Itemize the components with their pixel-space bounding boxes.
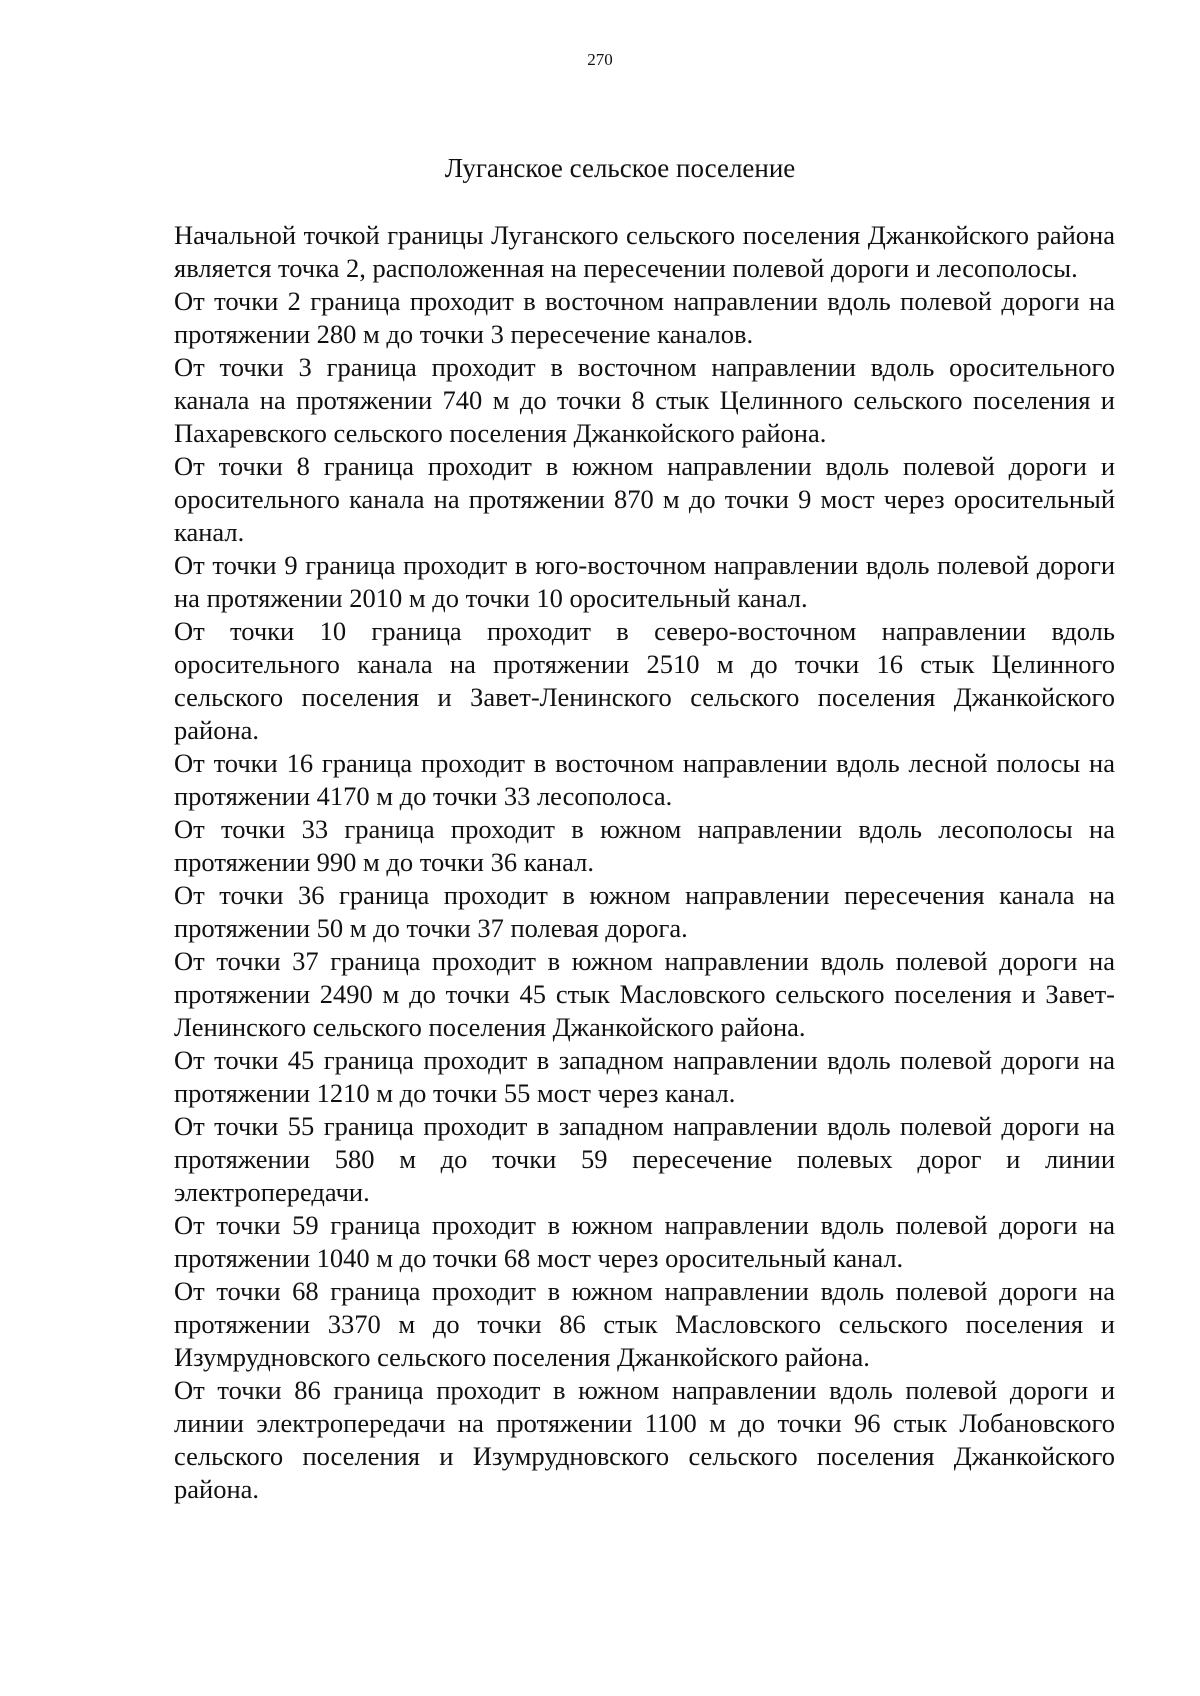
paragraph-6: От точки 10 граница проходит в северо-восточном направлении вдоль оросительного канала на протяжении 2510 м до точки 16 стык Целинного сельского поселения и Завет-Ленинского сельского поселения Джанкойского района. bbox=[174, 616, 1115, 745]
paragraph-7: От точки 16 граница проходит в восточном направлении вдоль лесной полосы на протяжении 4170 м до точки 33 лесополоса. bbox=[174, 748, 1115, 811]
paragraph-10: От точки 37 граница проходит в южном направлении вдоль полевой дороги на протяжении 2490 м до точки 45 стык Масловского сельского поселения и Завет-Ленинского сельского поселения Джанкойского района. bbox=[174, 946, 1115, 1042]
paragraph-15: От точки 86 граница проходит в южном направлении вдоль полевой дороги и линии электропередачи на протяжении 1100 м до точки 96 стык Лобановского сельского поселения и Изумрудновского сельского поселения Джанкойского района. bbox=[174, 1375, 1115, 1504]
page-number: 270 bbox=[587, 50, 613, 69]
paragraph-12: От точки 55 граница проходит в западном направлении вдоль полевой дороги на протяжении 580 м до точки 59 пересечение полевых дорог и линии электропередачи. bbox=[174, 1111, 1115, 1207]
paragraph-1: Начальной точкой границы Луганского сельского поселения Джанкойского района является точка 2, расположенная на пересечении полевой дороги и лесополосы. bbox=[174, 220, 1115, 283]
paragraph-14: От точки 68 граница проходит в южном направлении вдоль полевой дороги на протяжении 3370 м до точки 86 стык Масловского сельского поселения и Изумрудновского сельского поселения Джанкойского района. bbox=[174, 1276, 1115, 1372]
page-title: Луганское сельское поселение bbox=[444, 153, 796, 183]
paragraph-2: От точки 2 граница проходит в восточном направлении вдоль полевой дороги на протяжении 280 м до точки 3 пересечение каналов. bbox=[174, 286, 1115, 349]
document-body bbox=[174, 219, 1115, 1506]
paragraph-5: От точки 9 граница проходит в юго-восточном направлении вдоль полевой дороги на протяжении 2010 м до точки 10 оросительный канал. bbox=[174, 550, 1115, 613]
paragraph-8: От точки 33 граница проходит в южном направлении вдоль лесополосы на протяжении 990 м до точки 36 канал. bbox=[174, 814, 1115, 877]
paragraph-3: От точки 3 граница проходит в восточном направлении вдоль оросительного канала на протяжении 740 м до точки 8 стык Целинного сельского поселения и Пахаревского сельского поселения Джанкойского района. bbox=[174, 352, 1115, 448]
paragraph-13: От точки 59 граница проходит в южном направлении вдоль полевой дороги на протяжении 1040 м до точки 68 мост через оросительный канал. bbox=[174, 1210, 1115, 1273]
paragraph-9: От точки 36 граница проходит в южном направлении пересечения канала на протяжении 50 м до точки 37 полевая дорога. bbox=[174, 880, 1115, 943]
paragraph-11: От точки 45 граница проходит в западном направлении вдоль полевой дороги на протяжении 1210 м до точки 55 мост через канал. bbox=[174, 1045, 1115, 1108]
paragraph-4: От точки 8 граница проходит в южном направлении вдоль полевой дороги и оросительного канала на протяжении 870 м до точки 9 мост через оросительный канал. bbox=[174, 451, 1115, 547]
